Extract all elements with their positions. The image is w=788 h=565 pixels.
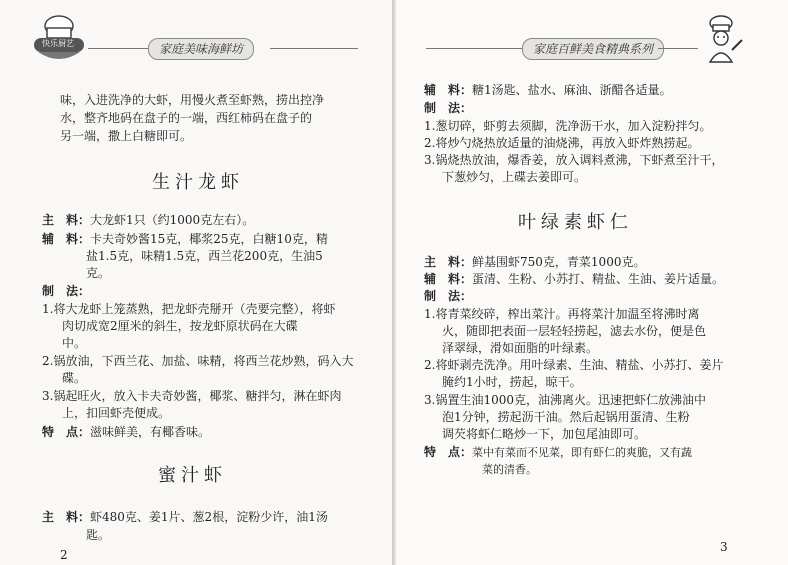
method-step: 1.葱切碎，虾剪去须脚，洗净沥干水，加入淀粉拌匀。	[424, 119, 712, 133]
main-ingredient-value: 虾480克、姜1片、葱2根，淀粉少许，油1汤	[90, 510, 328, 524]
method-step: 1.将青菜绞碎，榨出菜汁。再将菜汁加温至将沸时离	[424, 307, 700, 321]
aux-ingredient-value: 蛋清、生粉、小苏打、精盐、生油、姜片适量。	[472, 272, 725, 286]
method-step: 上，扣回虾壳便成。	[62, 406, 171, 420]
main-ingredient-label: 主 料：	[42, 510, 91, 524]
method-step: 中。	[62, 336, 87, 350]
page-number: 3	[720, 540, 728, 554]
method-label: 制 法：	[424, 101, 473, 115]
main-ingredient-value: 匙。	[86, 528, 111, 542]
aux-ingredient-label: 辅 料：	[424, 83, 473, 97]
method-step: 3.锅起旺火，放入卡夫奇妙酱，椰浆、糖拌匀，淋在虾肉	[42, 389, 342, 403]
page-header	[0, 38, 392, 58]
method-label: 制 法：	[42, 284, 91, 298]
aux-ingredient-value: 克。	[86, 266, 111, 280]
feature-value: 菜的清香。	[482, 463, 537, 476]
header-rule	[426, 48, 522, 49]
intro-line: 味，入进洗净的大虾，用慢火煮至虾熟，捞出控净	[60, 93, 325, 107]
header-rule	[270, 48, 358, 49]
feature-value: 菜中有菜而不见菜，即有虾仁的爽脆，又有蔬	[472, 446, 693, 459]
method-step: 3.锅烧热放油，爆香姜，放入调料煮沸，下虾煮至汁干，	[424, 153, 724, 167]
intro-line: 另一端，撒上白糖即可。	[60, 129, 193, 143]
header-rule	[88, 48, 148, 49]
recipe-title: 叶绿素虾仁	[518, 212, 633, 233]
right-page	[396, 0, 788, 565]
method-step: 调芡将虾仁略炒一下，加包尾油即可。	[442, 427, 647, 441]
feature-value: 滋味鲜美，有椰香味。	[90, 425, 211, 439]
main-ingredient-label: 主 料：	[424, 255, 473, 269]
header-rule	[658, 48, 698, 49]
method-step: 2.将虾剥壳洗净。用叶绿素、生油、精盐、小苏打、姜片	[424, 358, 724, 372]
method-step: 泽翠绿，滑如面脂的叶绿素。	[442, 341, 599, 355]
header-title: 家庭百鲜美食精典系列	[522, 38, 664, 60]
method-step: 泡1分钟，捞起沥干油。然后起锅用蛋清、生粉	[442, 410, 690, 424]
main-ingredient-label: 主 料：	[42, 213, 91, 227]
method-step: 1.将大龙虾上笼蒸熟，把龙虾壳掰开（壳要完整），将虾	[42, 302, 336, 316]
aux-ingredient-label: 辅 料：	[424, 272, 473, 286]
aux-ingredient-value: 卡夫奇妙酱15克，椰浆25克，白糖10克，精	[90, 232, 328, 246]
page-number: 2	[60, 548, 68, 562]
method-step: 2.将炒勺烧热放适量的油烧沸，再放入虾炸熟捞起。	[424, 136, 700, 150]
intro-line: 水，整齐地码在盘子的一端，西红柿码在盘子的	[60, 111, 313, 125]
feature-label: 特 点：	[42, 425, 91, 439]
recipe-title: 生汁龙虾	[152, 172, 244, 193]
method-step: 火，随即把表面一层轻轻捞起，滤去水份，便是色	[442, 324, 707, 338]
method-label: 制 法：	[424, 289, 473, 303]
header-title: 家庭美味海鲜坊	[148, 38, 254, 60]
method-step: 3.锅置生油1000克，油沸离火。迅速把虾仁放沸油中	[424, 393, 706, 407]
method-step: 肉切成宽2厘米的斜生，按龙虾原状码在大碟	[62, 319, 298, 333]
recipe-title: 蜜汁虾	[158, 465, 227, 486]
aux-ingredient-value: 盐1.5克，味精1.5克，西兰花200克，生油5	[86, 249, 323, 263]
feature-label: 特 点：	[424, 445, 473, 459]
aux-ingredient-label: 辅 料：	[42, 232, 91, 246]
left-page	[0, 0, 392, 565]
method-step: 下葱炒匀，上碟去姜即可。	[442, 170, 587, 184]
method-step: 2.锅放油，下西兰花、加盐、味精，将西兰花炒熟，码入大	[42, 354, 354, 368]
aux-ingredient-value: 糖1汤匙、盐水、麻油、浙醋各适量。	[472, 83, 672, 97]
chef-mascot-icon	[696, 14, 746, 64]
main-ingredient-value: 大龙虾1只（约1000克左右）。	[90, 213, 255, 227]
method-step: 碟。	[62, 371, 87, 385]
logo-text: 快乐厨艺	[42, 39, 74, 48]
main-ingredient-value: 鲜基围虾750克，青菜1000克。	[472, 255, 646, 269]
method-step: 腌约1小时，捞起，晾干。	[442, 375, 582, 389]
